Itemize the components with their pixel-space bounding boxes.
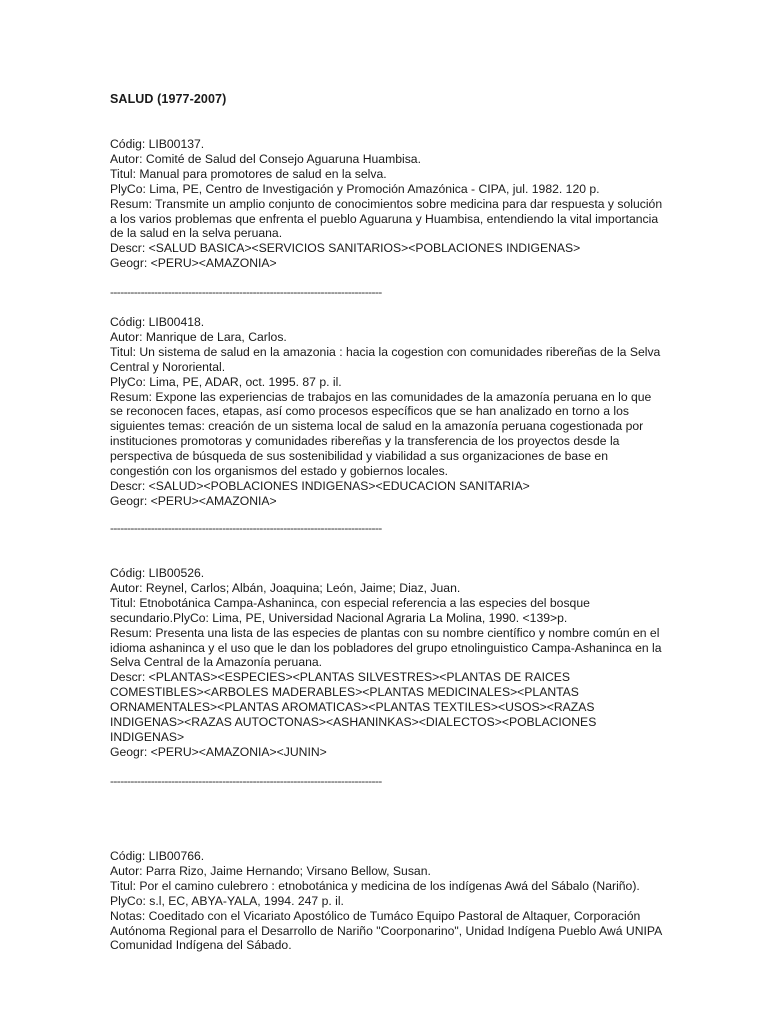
record-summary: Resum: Transmite un amplio conjunto de conocimientos sobre medicina para dar respuesta y solución a los varios problemas que enfrenta el pueblo Aguaruna y Huambisa, entendiendo la vital importancia de la salud en la selva peruana. — [110, 196, 663, 241]
record-code: Códig: LIB00526. — [110, 566, 205, 580]
record-author: Autor: Manrique de Lara, Carlos. — [110, 329, 287, 344]
record-descriptors: Descr: <SALUD><POBLACIONES INDIGENAS><EDUCACION SANITARIA> — [110, 478, 530, 493]
record-publication: PlyCo: Lima, PE, Centro de Investigación y Promoción Amazónica - CIPA, jul. 1982. 120 p. — [110, 181, 600, 196]
record-author: Autor: Reynel, Carlos; Albán, Joaquina; León, Jaime; Diaz, Juan. — [110, 580, 461, 595]
record-notes: Notas: Coeditado con el Vicariato Apostólico de Tumáco Equipo Pastoral de Altaquer, Corporación Autónoma Regional para el Desarrollo de Nariño "Coorponarino", Unidad Indígena Pueblo Awá UNIPA Comunidad Indígena del Sábado. — [110, 908, 662, 953]
record-lib00526 — [110, 566, 665, 760]
record-geography: Geogr: <PERU><AMAZONIA> — [110, 493, 277, 508]
record-title: Titul: Un sistema de salud en la amazonia : hacia la cogestion con comunidades ribereñas de la Selva Central y Nororiental. — [110, 344, 661, 374]
record-lib00137 — [110, 137, 665, 271]
record-author: Autor: Comité de Salud del Consejo Aguaruna Huambisa. — [110, 151, 421, 166]
record-geography: Geogr: <PERU><AMAZONIA><JUNIN> — [110, 744, 327, 759]
record-lib00418 — [110, 315, 665, 509]
record-publication: PlyCo: s.l, EC, ABYA-YALA, 1994. 247 p. il. — [110, 893, 344, 908]
record-title: Titul: Por el camino culebrero : etnobotánica y medicina de los indígenas Awá del Sábalo (Nariño). — [110, 878, 640, 893]
record-code: Códig: LIB00418. — [110, 315, 205, 329]
record-publication: PlyCo: Lima, PE, ADAR, oct. 1995. 87 p. il. — [110, 374, 342, 389]
separator-line: -------------------------------------------------------------------------------- — [110, 285, 382, 299]
record-author: Autor: Parra Rizo, Jaime Hernando; Virsano Bellow, Susan. — [110, 863, 431, 878]
record-lib00766 — [110, 849, 665, 953]
record-code: Códig: LIB00137. — [110, 137, 205, 151]
record-title: Titul: Manual para promotores de salud en la selva. — [110, 166, 387, 181]
record-descriptors: Descr: <PLANTAS><ESPECIES><PLANTAS SILVESTRES><PLANTAS DE RAICES COMESTIBLES><ARBOLES MADERABLES><PLANTAS MEDICINALES><PLANTAS ORNAMENTALES><PLANTAS AROMATICAS><PLANTAS TEXTILES><USOS><RAZAS INDIGENAS><RAZAS AUTOCTONAS><ASHANINKAS><DIALECTOS><POBLACIONES INDIGENAS> — [110, 670, 597, 744]
separator-line: -------------------------------------------------------------------------------- — [110, 774, 382, 788]
record-geography: Geogr: <PERU><AMAZONIA> — [110, 256, 277, 271]
record-code: Códig: LIB00766. — [110, 849, 205, 863]
record-summary: Resum: Expone las experiencias de trabajos en las comunidades de la amazonía peruana en lo que se reconocen faces, etapas, así como procesos específicos que se han analizado en torno a los siguientes temas: creación de un sistema local de salud en la amazonía peruana cogestionada por instituciones promotoras y comunidades ribereñas y la transferencia de los proyectos desde la perspectiva de búsqueda de sus sostenibilidad y viabilidad a sus organizaciones de base en congestión con los organismos del estado y gobiernos locales. — [110, 389, 652, 479]
record-descriptors: Descr: <SALUD BASICA><SERVICIOS SANITARIOS><POBLACIONES INDIGENAS> — [110, 241, 581, 256]
record-summary: Resum: Presenta una lista de las especies de plantas con su nombre científico y nombre común en el idioma ashaninca y el uso que le dan los pobladores del grupo etnolinguistico Campa-Ashaninca en la Selva Central de la Amazonía peruana. — [110, 625, 662, 670]
record-title: Titul: Etnobotánica Campa-Ashaninca, con especial referencia a las especies del bosque secundario.PlyCo: Lima, PE, Universidad Nacional Agraria La Molina, 1990. <139>p. — [110, 595, 590, 625]
separator-line: -------------------------------------------------------------------------------- — [110, 521, 382, 535]
document-title: SALUD (1977-2007) — [110, 92, 227, 106]
